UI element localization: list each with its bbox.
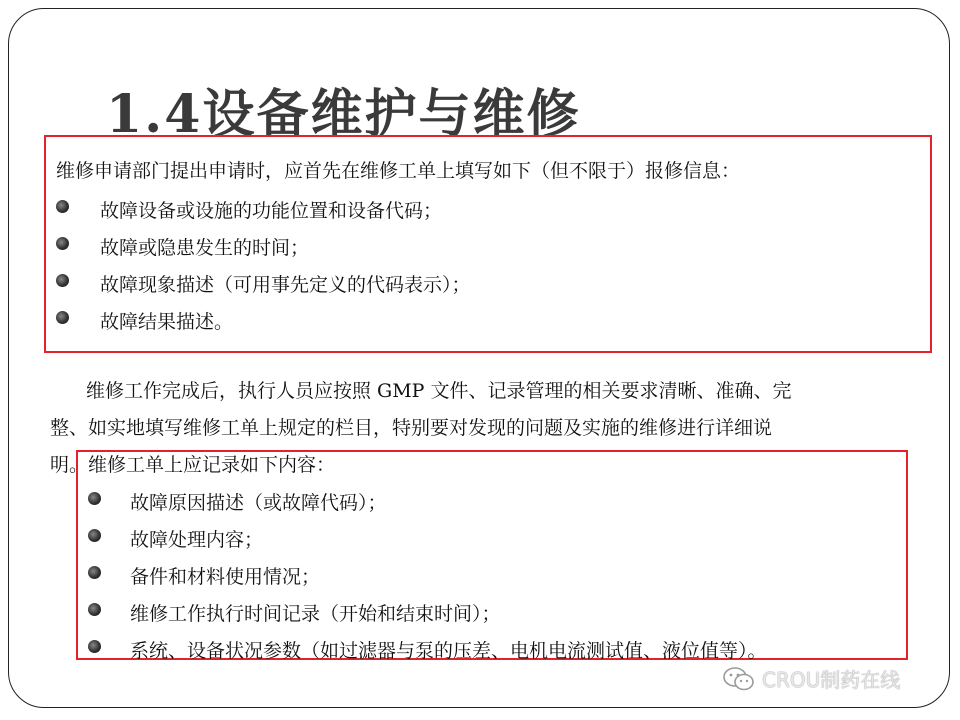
list-item-text: 故障现象描述（可用事先定义的代码表示）； <box>100 274 471 296</box>
list-item-text: 故障设备或设施的功能位置和设备代码； <box>100 200 443 222</box>
bullet-icon <box>56 200 69 213</box>
watermark <box>722 664 900 693</box>
report-intro-text: 维修申请部门提出申请时，应首先在维修工单上填写如下（但不限于）报修信息： <box>56 160 741 182</box>
highlight-box-record-content <box>76 450 908 660</box>
bullet-icon <box>56 311 69 324</box>
paragraph-line: 整、如实地填写维修工单上规定的栏目，特别要对发现的问题及实施的维修进行详细说 <box>50 417 773 439</box>
list-item-text: 系统、设备状况参数（如过滤器与泵的压差、电机电流测试值、液位值等）。 <box>130 640 767 662</box>
wechat-icon <box>722 666 756 692</box>
paragraph-line: 明。维修工单上应记录如下内容： <box>50 454 336 476</box>
slide-title: 1.4设备维护与维修 <box>106 84 581 145</box>
list-item-text: 维修工作执行时间记录（开始和结束时间）； <box>130 603 501 625</box>
bullet-icon <box>56 274 69 287</box>
bullet-icon <box>88 492 101 505</box>
list-item-text: 故障处理内容； <box>130 529 264 551</box>
bullet-icon <box>88 566 101 579</box>
list-item-text: 备件和材料使用情况； <box>130 566 321 588</box>
watermark-text: CROU制药在线 <box>762 668 901 692</box>
bullet-icon <box>56 237 69 250</box>
list-item-text: 故障原因描述（或故障代码）； <box>130 492 387 514</box>
bullet-icon <box>88 640 101 653</box>
bullet-icon <box>88 529 101 542</box>
list-item-text: 故障或隐患发生的时间； <box>100 237 310 259</box>
bullet-icon <box>88 603 101 616</box>
paragraph-line: 维修工作完成后，执行人员应按照 GMP 文件、记录管理的相关要求清晰、准确、完 <box>86 380 792 402</box>
list-item-text: 故障结果描述。 <box>100 311 234 333</box>
